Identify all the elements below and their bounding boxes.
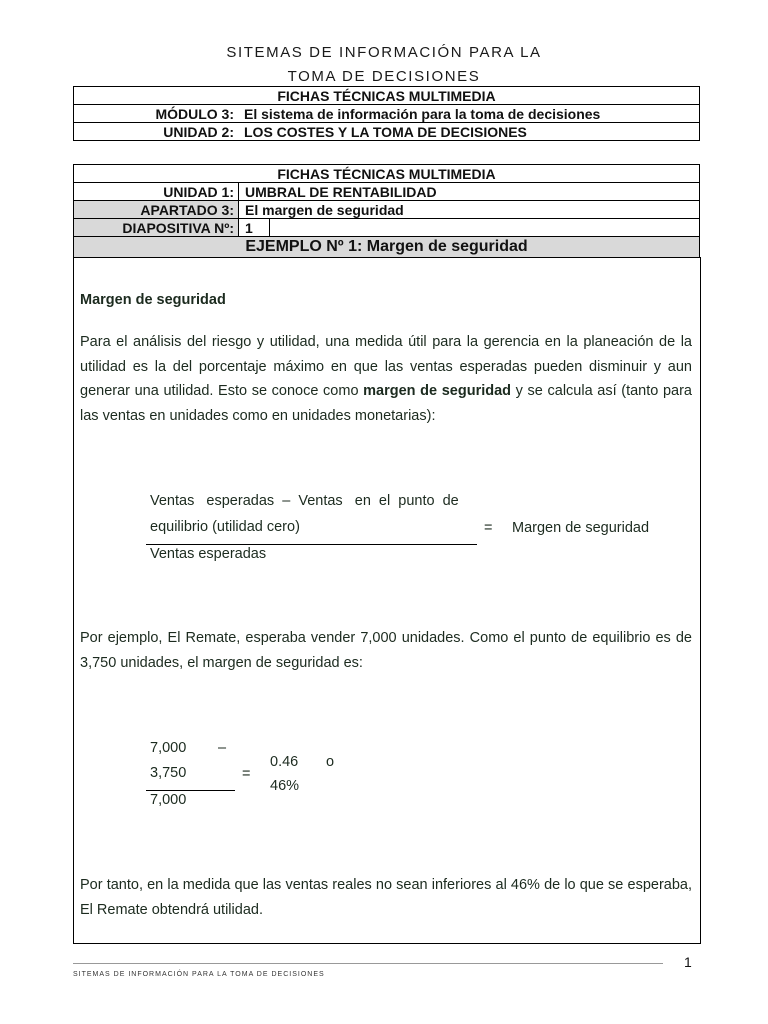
modulo-value: El sistema de información para la toma de decisiones <box>238 105 700 123</box>
calc-result-percent: 46% <box>270 778 300 794</box>
intro-text-bold: margen de seguridad <box>363 383 512 399</box>
intro-paragraph <box>80 330 692 428</box>
calc-minus: – <box>218 740 227 756</box>
calc-or: o <box>326 754 335 770</box>
unidad1-label: UNIDAD 1: <box>74 183 239 201</box>
slide-header-table <box>73 164 700 258</box>
intro-text-end: y se calcula así (tanto para las ventas en unidades como en unidades monetarias): <box>80 383 692 424</box>
apartado-value: El margen de seguridad <box>239 201 700 219</box>
unidad2-label: UNIDAD 2: <box>74 123 239 141</box>
example-title: EJEMPLO Nº 1: Margen de seguridad <box>74 237 700 258</box>
section-heading: Margen de seguridad <box>80 292 226 308</box>
header1-title: FICHAS TÉCNICAS MULTIMEDIA <box>74 87 700 105</box>
diapositiva-value: 1 <box>239 219 270 237</box>
formula-denominator: Ventas esperadas <box>150 546 267 562</box>
formula-numerator-line-1: Ventas esperadas – Ventas en el punto de <box>150 493 459 509</box>
module-header-table <box>73 86 700 141</box>
calc-fraction-bar <box>146 790 235 791</box>
calc-value-b: 3,750 <box>150 765 187 781</box>
diapositiva-label: DIAPOSITIVA Nº: <box>74 219 239 237</box>
unidad2-value: LOS COSTES Y LA TOMA DE DECISIONES <box>238 123 700 141</box>
conclusion-paragraph: Por tanto, en la medida que las ventas reales no sean inferiores al 46% de lo que se esperaba, El Remate obtendrá utilidad. <box>80 877 692 918</box>
footer-text: SITEMAS DE INFORMACIÓN PARA LA TOMA DE DECISIONES <box>73 971 325 978</box>
unidad1-value: UMBRAL DE RENTABILIDAD <box>239 183 700 201</box>
calc-value-a: 7,000 <box>150 740 187 756</box>
page-number: 1 <box>684 954 692 970</box>
calc-result-decimal: 0.46 <box>270 754 299 770</box>
document-title-line-1: SITEMAS DE INFORMACIÓN PARA LA <box>226 44 542 61</box>
calc-equals: = <box>242 766 251 782</box>
document-title-line-2: TOMA DE DECISIONES <box>287 68 481 85</box>
formula-numerator-line-2: equilibrio (utilidad cero) <box>150 519 300 535</box>
diapositiva-empty-cell <box>270 219 700 237</box>
formula-result: Margen de seguridad <box>512 520 650 536</box>
formula-equals: = <box>484 520 493 536</box>
header2-title: FICHAS TÉCNICAS MULTIMEDIA <box>74 165 700 183</box>
formula-fraction-bar <box>146 544 477 545</box>
example-paragraph: Por ejemplo, El Remate, esperaba vender 7,000 unidades. Como el punto de equilibrio es de 3,750 unidades, el margen de seguridad es: <box>80 630 692 671</box>
modulo-label: MÓDULO 3: <box>74 105 239 123</box>
apartado-label: APARTADO 3: <box>74 201 239 219</box>
footer-rule <box>73 963 663 964</box>
calc-denominator: 7,000 <box>150 792 187 808</box>
intro-text-start: Para el análisis del riesgo y utilidad, una medida útil para la gerencia en la planeación de la utilidad es la del porcentaje máximo en que las ventas esperadas pueden disminuir y aun generar una utilidad. Esto se conoce como <box>80 334 692 399</box>
